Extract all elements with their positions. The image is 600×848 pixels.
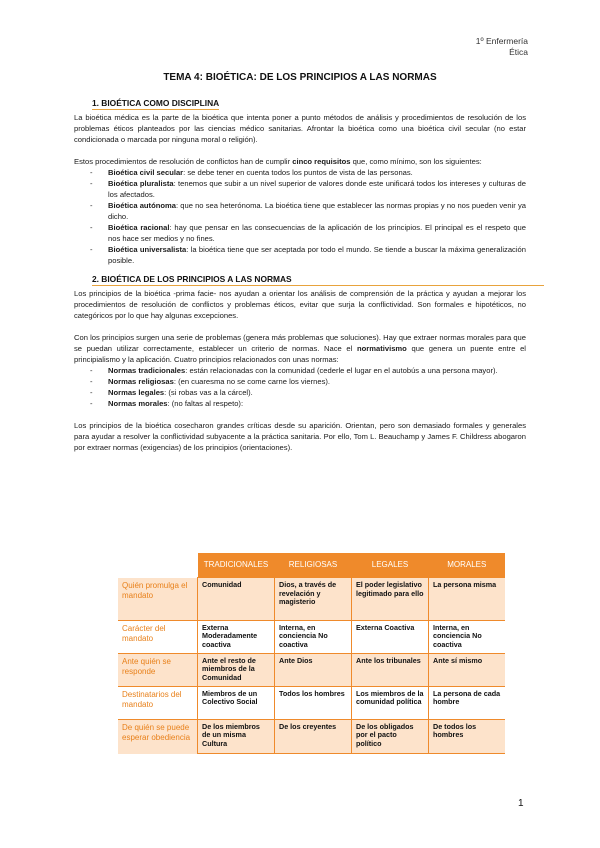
section-2-paragraph-1: Los principios de la bioética -prima facie- nos ayudan a orientar los análisis de comprensión de la práctica y ayudan a mejorar los procedimientos de resolución de conflictos y problemas éticos, evitar que surja la conflictividad. Son formales e hipotéticos, no categóricos por lo que hay algunas excepciones.	[74, 289, 526, 320]
table-header-row	[118, 553, 505, 578]
subject-name: Ética	[509, 47, 528, 57]
table-cell: Los miembros de la comunidad política	[352, 686, 429, 719]
table-corner	[118, 553, 198, 578]
page-title: TEMA 4: BIOÉTICA: DE LOS PRINCIPIOS A LAS NORMAS	[163, 72, 437, 83]
column-header: TRADICIONALES	[198, 553, 275, 578]
table-cell: Externa Moderadamente coactiva	[198, 620, 275, 653]
column-header: LEGALES	[352, 553, 429, 578]
list-item: - Normas legales: (si robas vas a la cárcel).	[90, 387, 526, 398]
table-cell: La persona misma	[429, 578, 506, 621]
table-cell: De los obligados por el pacto político	[352, 719, 429, 754]
page-number: 1	[518, 798, 524, 809]
table-cell: Ante los tribunales	[352, 653, 429, 686]
table-row	[118, 620, 505, 653]
table-cell: Comunidad	[198, 578, 275, 621]
table-row	[118, 719, 505, 754]
list-item: - Bioética civil secular: se debe tener en cuenta todos los puntos de vista de las personas.	[90, 167, 526, 178]
section-1-paragraph-1: La bioética médica es la parte de la bioética que intenta poner a punto métodos de análisis y procedimientos de resolución de los problemas éticos planteados por las ciencias médico sanitarias. Afrontar la bioética como una bioética civil secular (no estar condicionada o marcada por ninguna moral o religión).	[74, 113, 526, 144]
list-item: - Bioética racional: hay que pensar en las consecuencias de la aplicación de los principios. El principal es el respeto que nos hace ser medios y no fines.	[90, 222, 526, 244]
table-cell: De los creyentes	[275, 719, 352, 754]
section-2-paragraph-3: Los principios de la bioética cosecharon grandes críticas desde su aparición. Orientan, pero son demasiado formales y generales para ayudar a resolver la conflictividad subyacente a la práctica sanitaria. Por ello, Tom L. Beauchamp y James F. Childress abogaron por extraer normas (exigencias) de los principios (orientaciones).	[74, 421, 526, 452]
row-header: Quién promulga el mandato	[118, 578, 198, 621]
table-cell: De los miembros de un misma Cultura	[198, 719, 275, 754]
row-header: Destinatarios del mandato	[118, 686, 198, 719]
row-header: Carácter del mandato	[118, 620, 198, 653]
table-row	[118, 578, 505, 621]
list-item: - Bioética universalista: la bioética tiene que ser aceptada por todo el mundo. Se tiende a buscar la máxima generalización posible.	[90, 244, 526, 266]
table-row	[118, 686, 505, 719]
table-cell: Ante sí mismo	[429, 653, 506, 686]
table-cell: Dios, a través de revelación y magisterio	[275, 578, 352, 621]
list-item: - Normas religiosas: (en cuaresma no se come carne los viernes).	[90, 376, 526, 387]
requirements-list	[74, 167, 526, 266]
column-header: MORALES	[429, 553, 506, 578]
column-header: RELIGIOSAS	[275, 553, 352, 578]
list-item: - Normas morales: (no faltas al respeto):	[90, 398, 526, 409]
table-cell: Interna, en conciencia No coactiva	[429, 620, 506, 653]
table-row	[118, 653, 505, 686]
list-item: - Bioética autónoma: que no sea heterónoma. La bioética tiene que establecer las normas propias y no nos pueden venir ya dicho.	[90, 200, 526, 222]
table-cell: Ante Dios	[275, 653, 352, 686]
section-2-heading: 2. BIOÉTICA DE LOS PRINCIPIOS A LAS NORMAS	[92, 274, 544, 286]
row-header: Ante quién se responde	[118, 653, 198, 686]
table-cell: La persona de cada hombre	[429, 686, 506, 719]
row-header: De quién se puede esperar obediencia	[118, 719, 198, 754]
table-cell: Externa Coactiva	[352, 620, 429, 653]
section-1-paragraph-2: Estos procedimientos de resolución de conflictos han de cumplir cinco requisitos que, como mínimo, son los siguientes:	[74, 157, 482, 166]
norms-list	[74, 365, 526, 409]
table-cell: Interna, en conciencia No coactiva	[275, 620, 352, 653]
table-cell: El poder legislativo legitimado para ello	[352, 578, 429, 621]
table-cell: Todos los hombres	[275, 686, 352, 719]
table-cell: Ante el resto de miembros de la Comunidad	[198, 653, 275, 686]
table-cell: De todos los hombres	[429, 719, 506, 754]
list-item: - Normas tradicionales: están relacionadas con la comunidad (cederle el lugar en el autobús a una persona mayor).	[90, 365, 526, 376]
course-name: 1º Enfermería	[475, 36, 528, 46]
list-item: - Bioética pluralista: tenemos que subir a un nivel superior de valores donde este unificará todos los intereses y culturas de los afectados.	[90, 178, 526, 200]
section-2-paragraph-2: Con los principios surgen una serie de problemas (genera más problemas que soluciones). Hay que extraer normas morales para que se puedan utilizar correctamente, establecer un criterio de normas. Nace el normativismo que genera un puente entre el principialismo y la aplicación. Cuatro principios relacionados con unas normas:	[74, 333, 526, 364]
norms-comparison-table	[118, 553, 505, 754]
course-header	[476, 36, 528, 58]
table-cell: Miembros de un Colectivo Social	[198, 686, 275, 719]
section-1-heading: 1. BIOÉTICA COMO DISCIPLINA	[92, 98, 220, 108]
document-body	[74, 98, 526, 453]
